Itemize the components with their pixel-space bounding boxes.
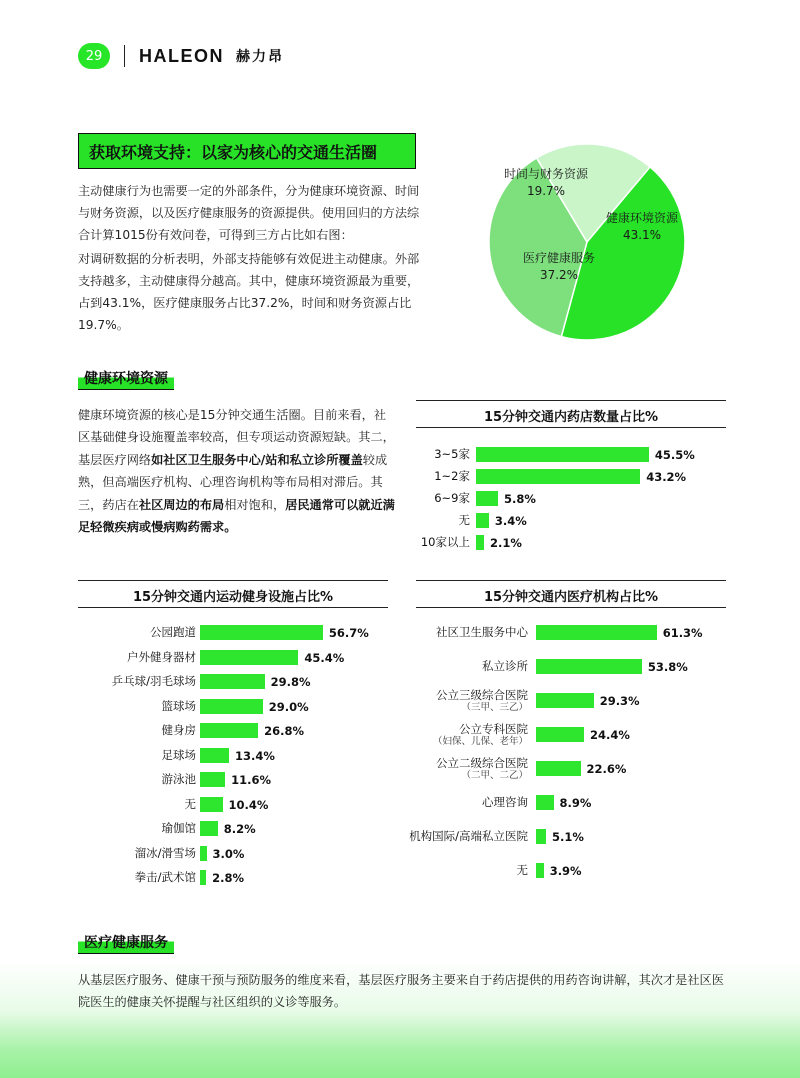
health-env-text-e: 相对饱和， xyxy=(224,497,286,512)
health-env-text-b: 如社区卫生服务中心/站和私立诊所覆盖 xyxy=(151,452,363,467)
health-env-text-f: 居民通常可以就近满足轻微疾病或慢病购药需求。 xyxy=(78,497,395,535)
sports-chart-divider xyxy=(78,607,388,608)
medical-value-label: 3.9% xyxy=(549,864,582,878)
medical-value-label: 29.3% xyxy=(599,694,640,708)
pie-label-medical xyxy=(509,250,609,284)
pharmacy-category-label xyxy=(310,514,470,527)
medical-category-label xyxy=(368,864,528,877)
sports-chart-title: 15分钟交通内运动健身设施占比% xyxy=(132,590,334,605)
medical-category-label xyxy=(368,626,528,639)
pharmacy-value-label: 3.4% xyxy=(494,514,527,528)
pharmacy-category-label xyxy=(310,470,470,483)
pharmacy-bar xyxy=(476,469,640,484)
sports-bar xyxy=(200,748,229,763)
medical-category-text: 机构国际/高端私立医院 xyxy=(409,829,528,843)
sports-bar xyxy=(200,797,223,812)
medical-category-text: 公立专科医院 xyxy=(459,722,528,736)
medical-value-label: 24.4% xyxy=(590,728,630,742)
medical-paragraph: 从基层医疗服务、健康干预与预防服务的维度来看，基层医疗服务主要来自于药店提供的用药咨询讲解，其次才是社区医院医生的健康关怀提醒与社区组织的义诊等服务。 xyxy=(78,973,724,1009)
sports-category-text: 户外健身器材 xyxy=(127,649,196,664)
sports-value-label: 45.4% xyxy=(304,650,345,665)
sports-category-label xyxy=(36,822,196,835)
sports-value-label: 8.2% xyxy=(223,822,256,836)
brand-logo-cn: 赫力昂 xyxy=(236,49,284,65)
pharmacy-value-label: 5.8% xyxy=(504,492,536,506)
medical-category-label xyxy=(368,796,528,809)
health-env-text-d: 社区周边的布局 xyxy=(138,497,225,512)
medical-value-label: 5.1% xyxy=(552,830,584,844)
page-header xyxy=(78,42,284,70)
pie-label-medical-value: 37.2% xyxy=(539,268,579,282)
medical-chart-title: 15分钟交通内医疗机构占比% xyxy=(483,590,659,605)
sports-value-label: 56.7% xyxy=(328,626,369,640)
medical-category-text: 社区卫生服务中心 xyxy=(436,625,528,639)
pharmacy-category-text: 6~9家 xyxy=(434,491,470,505)
sports-category-text: 溜冰/滑雪场 xyxy=(134,845,196,860)
sports-category-label xyxy=(36,847,196,860)
pharmacy-category-text: 无 xyxy=(458,513,470,527)
sports-category-text: 拳击/武术馆 xyxy=(134,870,196,884)
health-env-text-a: 健康环境资源的核心是15分钟交通生活圈。目前来看，社区基础健身设施覆盖率较高，但专项运动资源短缺。其二，基层医疗网络 xyxy=(78,408,395,467)
medical-category-label xyxy=(368,723,528,748)
sports-bar xyxy=(200,674,265,689)
sports-category-label xyxy=(36,749,196,762)
medical-category-label xyxy=(368,660,528,673)
sports-value-label: 3.0% xyxy=(212,846,245,861)
medical-category-subtext: （三甲、三乙） xyxy=(461,702,528,713)
pie-label-time-finance-name: 时间与财务资源 xyxy=(503,167,588,181)
medical-category-label xyxy=(368,830,528,843)
pie-label-health-env-value: 43.1% xyxy=(622,228,662,242)
sports-category-text: 乒乓球/羽毛球场 xyxy=(111,674,196,688)
pharmacy-category-label xyxy=(310,492,470,505)
sports-bar xyxy=(200,821,218,836)
medical-value-label: 8.9% xyxy=(559,796,592,810)
pharmacy-value-label: 2.1% xyxy=(490,536,522,550)
medical-bar xyxy=(536,659,642,674)
sports-category-text: 公园跑道 xyxy=(150,625,196,639)
medical-bar xyxy=(536,829,546,844)
pharmacy-value-label: 43.2% xyxy=(646,470,687,484)
sports-category-label xyxy=(36,675,196,688)
medical-category-label xyxy=(368,757,528,782)
pie-label-health-env-name: 健康环境资源 xyxy=(605,211,678,225)
pie-label-medical-name: 医疗健康服务 xyxy=(522,251,595,265)
pharmacy-bar xyxy=(476,447,649,462)
sports-category-label xyxy=(36,724,196,737)
sports-category-label xyxy=(36,773,196,786)
pharmacy-category-label xyxy=(310,536,470,549)
medical-value-label: 61.3% xyxy=(662,626,703,640)
sports-bar xyxy=(200,870,206,885)
pharmacy-bar xyxy=(476,513,489,528)
pharmacy-bar xyxy=(476,491,498,506)
medical-bar xyxy=(536,625,657,640)
sports-value-label: 13.4% xyxy=(235,748,275,763)
sports-category-text: 篮球场 xyxy=(161,698,196,713)
pharmacy-value-label: 45.5% xyxy=(654,448,695,462)
pharmacy-bar-chart xyxy=(416,400,726,556)
header-divider xyxy=(124,45,125,67)
medical-heading: 医疗健康服务 xyxy=(78,932,174,954)
medical-value-label: 53.8% xyxy=(647,660,688,674)
pharmacy-bar xyxy=(476,535,484,550)
sports-value-label: 2.8% xyxy=(212,871,244,885)
health-env-heading: 健康环境资源 xyxy=(78,368,174,390)
health-env-text-c: 较成熟，但高端医疗机构、心理咨询机构等布局相对滞后。其三，药店在 xyxy=(78,452,388,512)
pie-label-health-env xyxy=(592,210,692,244)
brand-logo: HALEON xyxy=(139,45,224,66)
sports-bar xyxy=(200,723,258,738)
sports-bar xyxy=(200,772,225,787)
sports-bar xyxy=(200,625,323,640)
pie-label-time-finance-value: 19.7% xyxy=(526,184,566,198)
pie-label-time-finance xyxy=(491,166,601,200)
sports-bar xyxy=(200,650,298,665)
page-number-badge: 29 xyxy=(78,43,110,69)
pharmacy-chart-divider xyxy=(416,427,726,428)
medical-category-label xyxy=(368,689,528,714)
sports-bar-chart xyxy=(78,580,388,890)
sports-category-label xyxy=(36,651,196,664)
pharmacy-category-text: 3~5家 xyxy=(434,447,470,461)
medical-category-text: 私立诊所 xyxy=(482,659,528,673)
medical-category-text: 心理咨询 xyxy=(482,795,528,809)
pharmacy-category-text: 10家以上 xyxy=(420,535,470,549)
sports-bar xyxy=(200,846,207,861)
sports-value-label: 29.0% xyxy=(268,699,309,714)
pharmacy-category-label xyxy=(310,448,470,461)
medical-bar xyxy=(536,863,544,878)
support-pie-chart xyxy=(487,142,687,342)
sports-category-label xyxy=(36,700,196,713)
medical-category-subtext: （二甲、二乙） xyxy=(461,770,528,781)
medical-category-subtext: （妇保、儿保、老年） xyxy=(432,736,528,747)
sports-category-text: 游泳池 xyxy=(161,772,196,786)
sports-category-label xyxy=(36,798,196,811)
sports-category-text: 瑜伽馆 xyxy=(161,821,196,835)
sports-category-text: 健身房 xyxy=(161,723,196,737)
sports-category-text: 无 xyxy=(184,796,196,811)
medical-category-text: 无 xyxy=(516,863,528,877)
sports-value-label: 26.8% xyxy=(264,724,304,738)
medical-bar xyxy=(536,795,554,810)
sports-value-label: 10.4% xyxy=(228,797,269,812)
medical-bar-chart xyxy=(409,580,726,890)
pharmacy-category-text: 1~2家 xyxy=(434,469,470,483)
medical-bar xyxy=(536,693,594,708)
section-title: 获取环境支持：以家为核心的交通生活圈 xyxy=(78,133,416,169)
sports-category-text: 足球场 xyxy=(161,747,196,762)
sports-value-label: 11.6% xyxy=(231,773,271,787)
sports-category-label xyxy=(36,626,196,639)
medical-bar xyxy=(536,761,581,776)
sports-value-label: 29.8% xyxy=(270,675,311,689)
analysis-paragraph: 对调研数据的分析表明，外部支持能够有效促进主动健康。外部支持越多，主动健康得分越高。其中，健康环境资源最为重要，占到43.1%，医疗健康服务占比37.2%，时间和财务资源占比19.7%。 xyxy=(78,252,420,332)
medical-value-label: 22.6% xyxy=(586,762,627,776)
sports-category-label xyxy=(36,871,196,884)
medical-category-text: 公立二级综合医院 xyxy=(436,756,528,770)
intro-paragraph: 主动健康行为也需要一定的外部条件，分为健康环境资源、时间与财务资源，以及医疗健康服务的资源提供。使用回归的方法综合计算1015份有效问卷，可得到三方占比如右图： xyxy=(78,184,420,242)
medical-bar xyxy=(536,727,584,742)
pharmacy-chart-title: 15分钟交通内药店数量占比% xyxy=(483,410,659,425)
medical-chart-divider xyxy=(416,607,726,608)
medical-category-text: 公立三级综合医院 xyxy=(436,688,528,702)
sports-bar xyxy=(200,699,263,714)
